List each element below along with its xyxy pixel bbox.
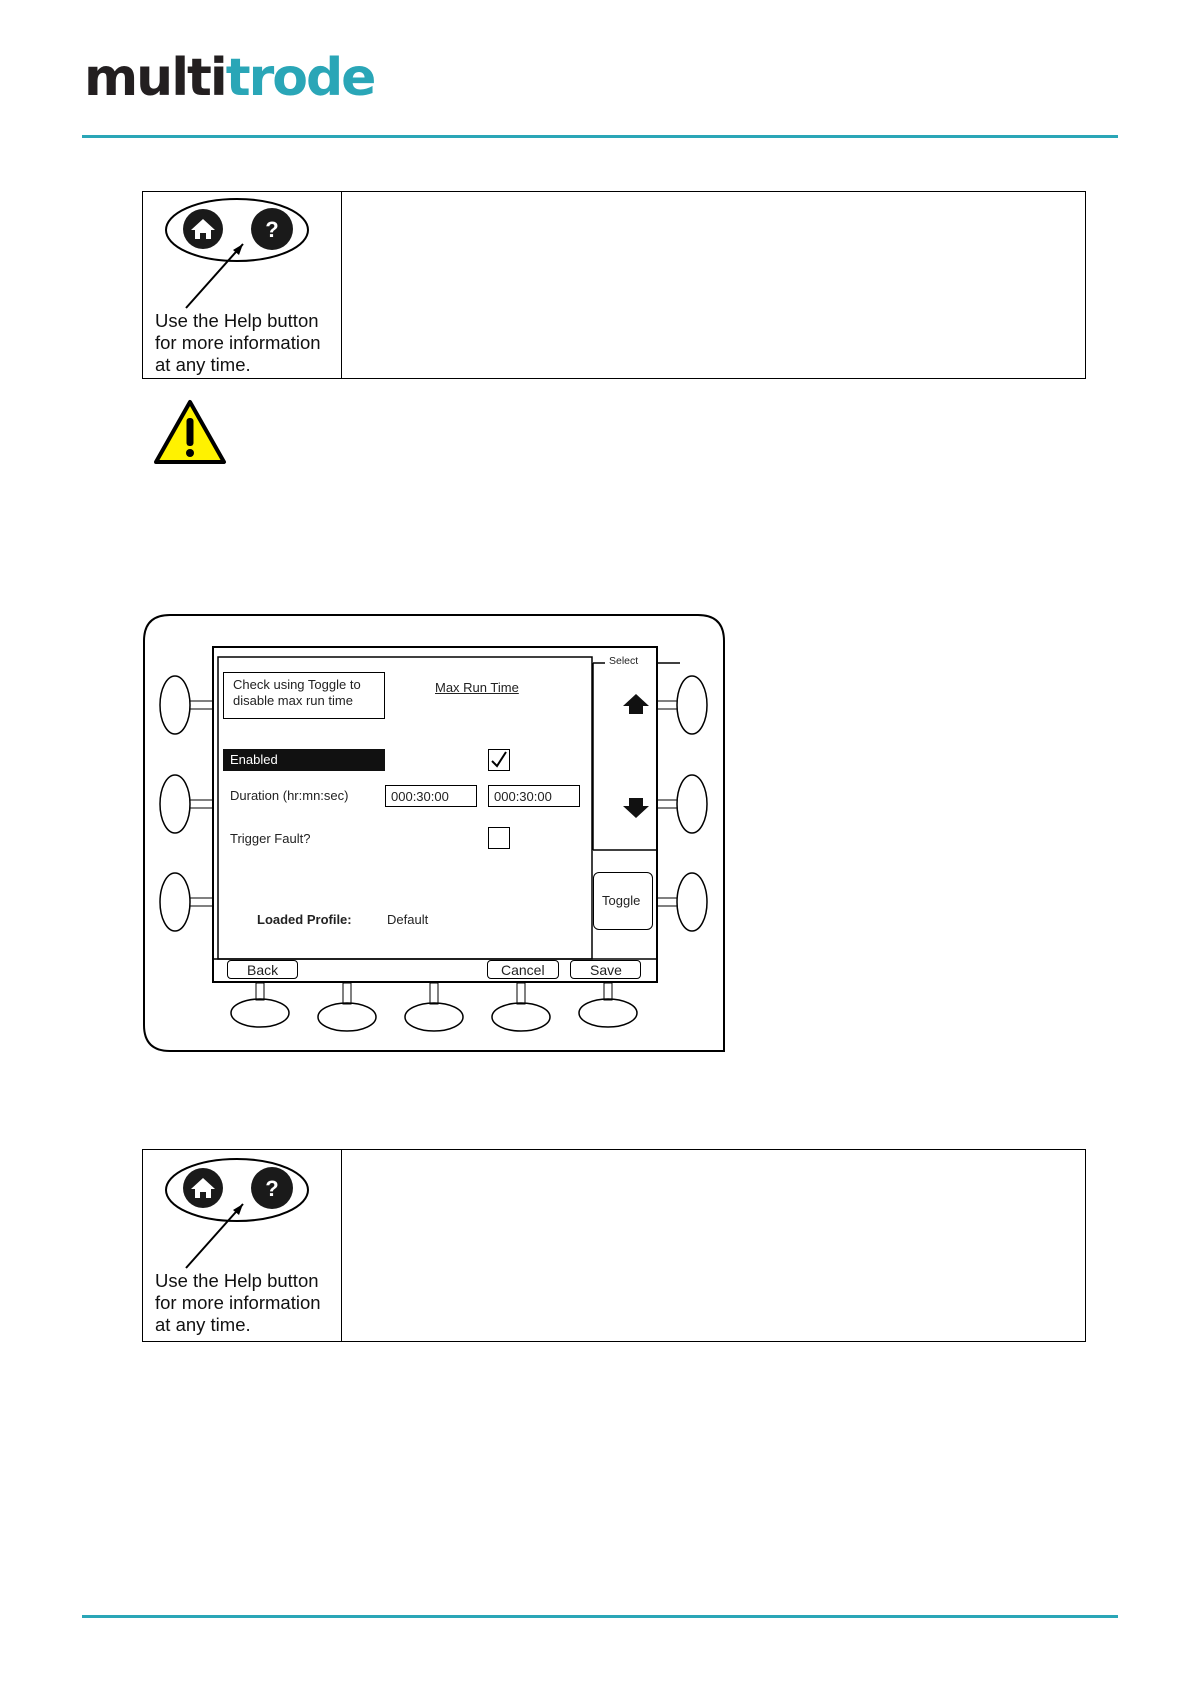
save-button[interactable] [570,960,641,979]
duration-value-1: 000:30:00 [391,789,449,804]
duration-label: Duration (hr:mn:sec) [230,788,349,803]
help-note-graphic-cell [143,192,342,378]
help-note-box [142,191,1086,379]
warning-triangle-icon [152,398,228,466]
svg-text:?: ? [265,1176,279,1201]
help-note-line: at any time. [155,354,251,375]
screen-title: Max Run Time [435,680,519,695]
help-note-text [155,1270,345,1336]
cancel-label: Cancel [501,962,545,978]
duration-value-2: 000:30:00 [494,789,552,804]
help-note-line: for more information [155,1292,321,1313]
footer-rule [82,1615,1118,1618]
help-note-line: Use the Help button [155,310,319,331]
home-icon [183,209,223,249]
duration-field-2[interactable] [488,785,580,807]
trigger-fault-label: Trigger Fault? [230,831,311,846]
check-mark-icon [489,750,509,770]
instruction-line: Check using Toggle to [233,677,361,692]
select-label: Select [609,655,639,667]
instruction-line: disable max run time [233,693,353,708]
loaded-profile-label: Loaded Profile: [257,912,352,927]
enabled-checkbox[interactable] [488,749,510,771]
question-icon [251,1167,293,1209]
back-button[interactable] [227,960,298,979]
help-note-line: Use the Help button [155,1270,319,1291]
help-note-box [142,1149,1086,1342]
logo-part-2: trode [225,48,375,108]
trigger-fault-checkbox[interactable] [488,827,510,849]
question-icon [251,208,293,250]
save-label: Save [590,962,622,978]
enabled-label: Enabled [230,752,278,767]
toggle-label: Toggle [602,893,641,908]
toggle-button[interactable] [593,872,653,930]
multitrode-logo [84,46,374,110]
cancel-button[interactable] [487,960,559,979]
header-rule [82,135,1118,138]
help-note-line: at any time. [155,1314,251,1335]
logo-part-1: multi [84,48,226,108]
duration-field-1[interactable] [385,785,477,807]
back-label: Back [247,962,279,978]
home-icon [183,1168,223,1208]
svg-text:?: ? [265,217,279,242]
help-note-line: for more information [155,332,321,353]
device-screen-illustration [142,613,726,1053]
help-note-text [155,310,345,376]
help-note-graphic-cell [143,1150,342,1341]
loaded-profile-value: Default [387,912,429,927]
